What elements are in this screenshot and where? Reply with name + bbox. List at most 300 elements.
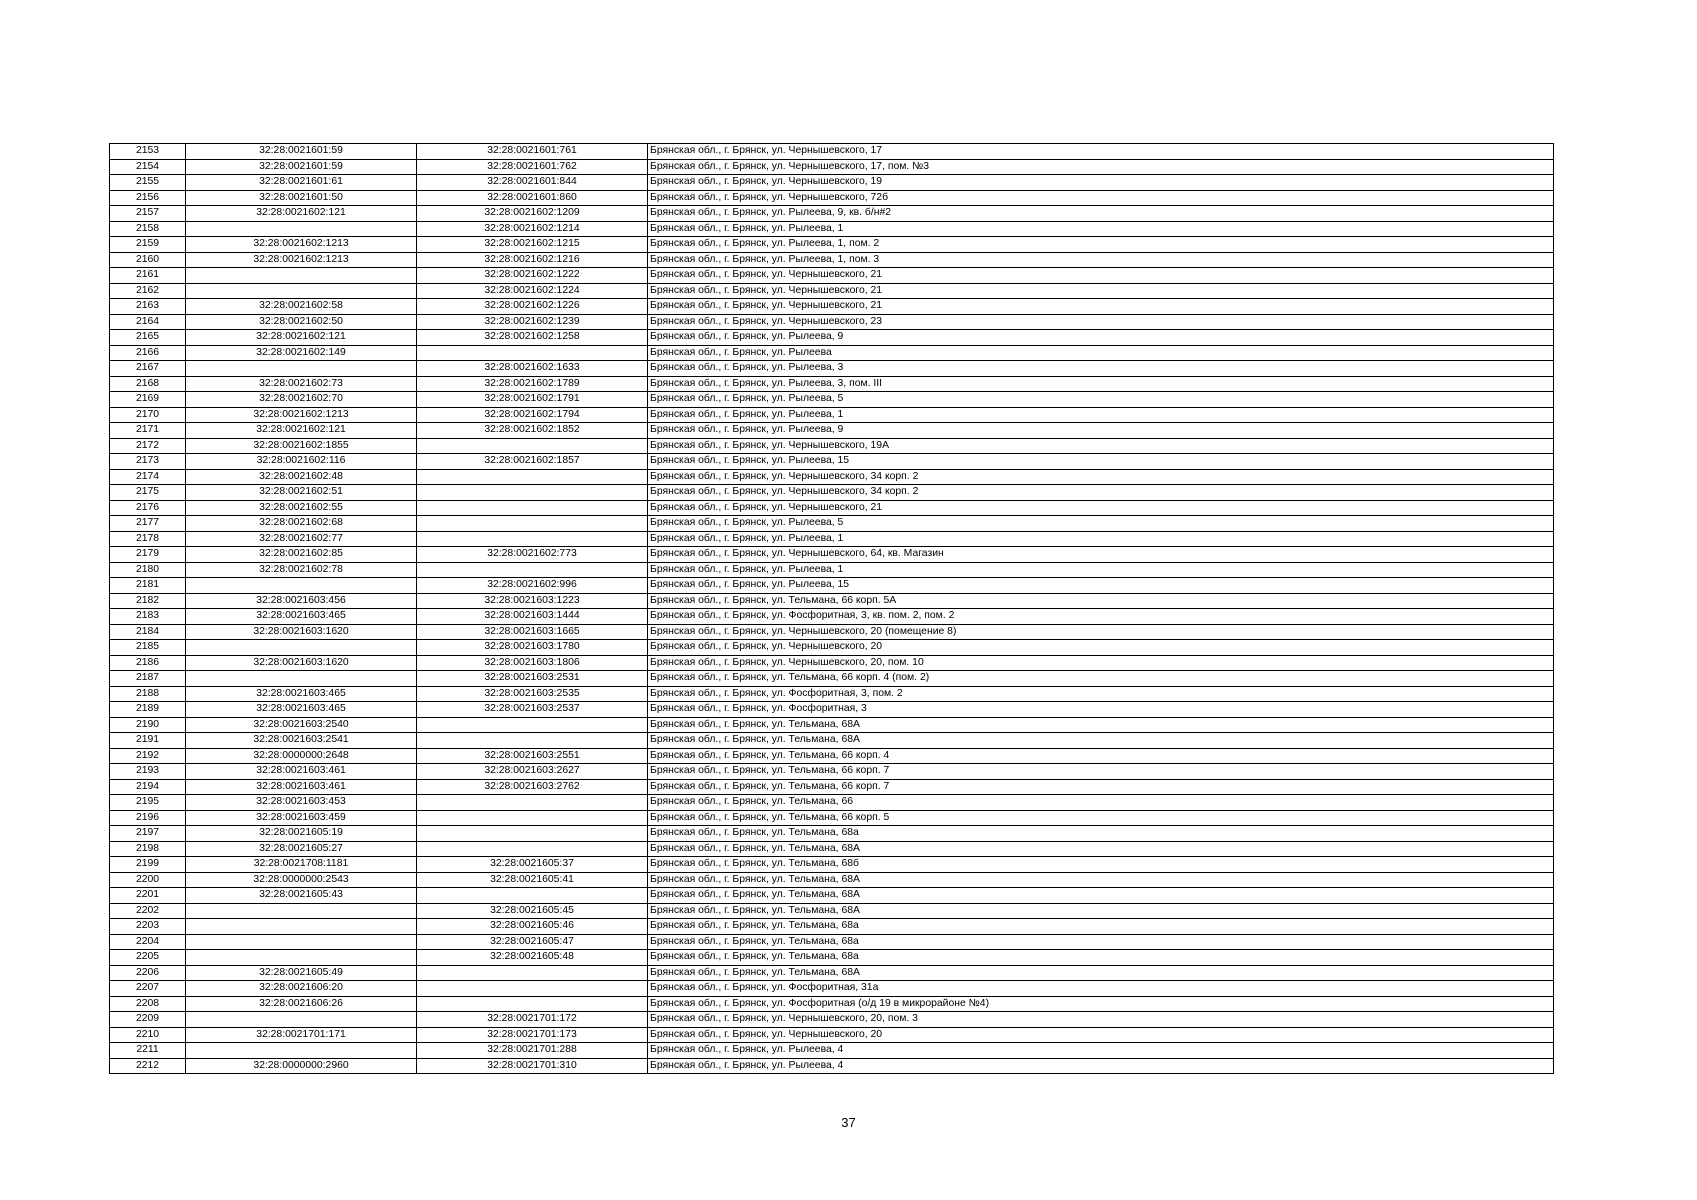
object-number-cell: 32:28:0021603:1444 xyxy=(417,609,648,625)
land-parcel-number-cell xyxy=(186,361,417,377)
object-number-cell: 32:28:0021603:1806 xyxy=(417,655,648,671)
table-row xyxy=(110,857,1554,873)
row-number-cell: 2154 xyxy=(110,159,186,175)
row-number-cell: 2204 xyxy=(110,934,186,950)
object-number-cell: 32:28:0021602:773 xyxy=(417,547,648,563)
object-number-cell: 32:28:0021603:1665 xyxy=(417,624,648,640)
row-number-cell: 2183 xyxy=(110,609,186,625)
address-cell: Брянская обл., г. Брянск, ул. Чернышевского, 20, пом. 10 xyxy=(648,655,1554,671)
row-number-cell: 2210 xyxy=(110,1027,186,1043)
land-parcel-number-cell: 32:28:0021603:465 xyxy=(186,702,417,718)
land-parcel-number-cell: 32:28:0000000:2648 xyxy=(186,748,417,764)
address-cell: Брянская обл., г. Брянск, ул. Тельмана, 68а xyxy=(648,934,1554,950)
address-cell: Брянская обл., г. Брянск, ул. Рылеева, 1 xyxy=(648,221,1554,237)
row-number-cell: 2212 xyxy=(110,1058,186,1074)
table-row xyxy=(110,268,1554,284)
address-cell: Брянская обл., г. Брянск, ул. Фосфоритная, 3, кв. пом. 2, пом. 2 xyxy=(648,609,1554,625)
address-cell: Брянская обл., г. Брянск, ул. Тельмана, 66 корп. 7 xyxy=(648,779,1554,795)
object-number-cell: 32:28:0021601:761 xyxy=(417,144,648,160)
address-cell: Брянская обл., г. Брянск, ул. Тельмана, 66 xyxy=(648,795,1554,811)
address-cell: Брянская обл., г. Брянск, ул. Рылеева xyxy=(648,345,1554,361)
object-number-cell: 32:28:0021602:1791 xyxy=(417,392,648,408)
object-number-cell: 32:28:0021701:172 xyxy=(417,1012,648,1028)
table-row xyxy=(110,562,1554,578)
object-number-cell: 32:28:0021602:1209 xyxy=(417,206,648,222)
land-parcel-number-cell: 32:28:0021603:453 xyxy=(186,795,417,811)
land-parcel-number-cell: 32:28:0021602:78 xyxy=(186,562,417,578)
table-row xyxy=(110,159,1554,175)
table-body xyxy=(110,144,1554,1074)
land-parcel-number-cell xyxy=(186,950,417,966)
row-number-cell: 2164 xyxy=(110,314,186,330)
land-parcel-number-cell: 32:28:0021601:59 xyxy=(186,159,417,175)
object-number-cell: 32:28:0021605:37 xyxy=(417,857,648,873)
table-row xyxy=(110,206,1554,222)
cadastral-table xyxy=(109,143,1554,1074)
table-row xyxy=(110,516,1554,532)
row-number-cell: 2193 xyxy=(110,764,186,780)
object-number-cell: 32:28:0021605:45 xyxy=(417,903,648,919)
address-cell: Брянская обл., г. Брянск, ул. Чернышевского, 21 xyxy=(648,283,1554,299)
row-number-cell: 2192 xyxy=(110,748,186,764)
land-parcel-number-cell: 32:28:0021602:85 xyxy=(186,547,417,563)
address-cell: Брянская обл., г. Брянск, ул. Чернышевского, 19 xyxy=(648,175,1554,191)
row-number-cell: 2201 xyxy=(110,888,186,904)
land-parcel-number-cell: 32:28:0021602:1855 xyxy=(186,438,417,454)
table-row xyxy=(110,903,1554,919)
object-number-cell: 32:28:0021603:2762 xyxy=(417,779,648,795)
address-cell: Брянская обл., г. Брянск, ул. Рылеева, 1, пом. 3 xyxy=(648,252,1554,268)
land-parcel-number-cell: 32:28:0021603:461 xyxy=(186,779,417,795)
object-number-cell xyxy=(417,717,648,733)
address-cell: Брянская обл., г. Брянск, ул. Чернышевского, 20 xyxy=(648,640,1554,656)
land-parcel-number-cell: 32:28:0021602:116 xyxy=(186,454,417,470)
land-parcel-number-cell: 32:28:0021606:20 xyxy=(186,981,417,997)
table-row xyxy=(110,237,1554,253)
table-row xyxy=(110,299,1554,315)
land-parcel-number-cell: 32:28:0021603:459 xyxy=(186,810,417,826)
row-number-cell: 2199 xyxy=(110,857,186,873)
table-row xyxy=(110,392,1554,408)
table-row xyxy=(110,841,1554,857)
object-number-cell xyxy=(417,531,648,547)
address-cell: Брянская обл., г. Брянск, ул. Чернышевского, 34 корп. 2 xyxy=(648,469,1554,485)
object-number-cell xyxy=(417,841,648,857)
land-parcel-number-cell: 32:28:0000000:2960 xyxy=(186,1058,417,1074)
address-cell: Брянская обл., г. Брянск, ул. Рылеева, 9 xyxy=(648,330,1554,346)
land-parcel-number-cell: 32:28:0021602:50 xyxy=(186,314,417,330)
land-parcel-number-cell: 32:28:0021602:68 xyxy=(186,516,417,532)
object-number-cell xyxy=(417,826,648,842)
object-number-cell: 32:28:0021603:2537 xyxy=(417,702,648,718)
row-number-cell: 2165 xyxy=(110,330,186,346)
object-number-cell xyxy=(417,500,648,516)
table-row xyxy=(110,981,1554,997)
object-number-cell: 32:28:0021601:860 xyxy=(417,190,648,206)
land-parcel-number-cell: 32:28:0021602:77 xyxy=(186,531,417,547)
object-number-cell xyxy=(417,345,648,361)
address-cell: Брянская обл., г. Брянск, ул. Тельмана, 68А xyxy=(648,717,1554,733)
row-number-cell: 2166 xyxy=(110,345,186,361)
row-number-cell: 2203 xyxy=(110,919,186,935)
land-parcel-number-cell: 32:28:0021605:27 xyxy=(186,841,417,857)
row-number-cell: 2197 xyxy=(110,826,186,842)
row-number-cell: 2176 xyxy=(110,500,186,516)
address-cell: Брянская обл., г. Брянск, ул. Рылеева, 1 xyxy=(648,562,1554,578)
object-number-cell: 32:28:0021601:762 xyxy=(417,159,648,175)
table-row xyxy=(110,345,1554,361)
land-parcel-number-cell: 32:28:0021603:1620 xyxy=(186,624,417,640)
object-number-cell: 32:28:0021602:1852 xyxy=(417,423,648,439)
table-row xyxy=(110,423,1554,439)
row-number-cell: 2161 xyxy=(110,268,186,284)
object-number-cell: 32:28:0021603:2535 xyxy=(417,686,648,702)
address-cell: Брянская обл., г. Брянск, ул. Рылеева, 1, пом. 2 xyxy=(648,237,1554,253)
object-number-cell: 32:28:0021602:1789 xyxy=(417,376,648,392)
table-row xyxy=(110,795,1554,811)
table-row xyxy=(110,640,1554,656)
table-row xyxy=(110,965,1554,981)
row-number-cell: 2178 xyxy=(110,531,186,547)
land-parcel-number-cell xyxy=(186,919,417,935)
table-row xyxy=(110,314,1554,330)
row-number-cell: 2195 xyxy=(110,795,186,811)
table-row xyxy=(110,934,1554,950)
land-parcel-number-cell: 32:28:0021605:49 xyxy=(186,965,417,981)
table-row xyxy=(110,454,1554,470)
address-cell: Брянская обл., г. Брянск, ул. Тельмана, 68А xyxy=(648,733,1554,749)
address-cell: Брянская обл., г. Брянск, ул. Тельмана, 68А xyxy=(648,888,1554,904)
address-cell: Брянская обл., г. Брянск, ул. Тельмана, 68А xyxy=(648,841,1554,857)
land-parcel-number-cell: 32:28:0021602:70 xyxy=(186,392,417,408)
object-number-cell: 32:28:0021602:1222 xyxy=(417,268,648,284)
table-row xyxy=(110,779,1554,795)
land-parcel-number-cell: 32:28:0021708:1181 xyxy=(186,857,417,873)
land-parcel-number-cell xyxy=(186,268,417,284)
object-number-cell xyxy=(417,485,648,501)
row-number-cell: 2205 xyxy=(110,950,186,966)
row-number-cell: 2157 xyxy=(110,206,186,222)
object-number-cell: 32:28:0021602:1239 xyxy=(417,314,648,330)
land-parcel-number-cell: 32:28:0021602:121 xyxy=(186,206,417,222)
row-number-cell: 2159 xyxy=(110,237,186,253)
row-number-cell: 2171 xyxy=(110,423,186,439)
row-number-cell: 2185 xyxy=(110,640,186,656)
address-cell: Брянская обл., г. Брянск, ул. Чернышевского, 20, пом. 3 xyxy=(648,1012,1554,1028)
object-number-cell: 32:28:0021605:47 xyxy=(417,934,648,950)
object-number-cell: 32:28:0021603:1780 xyxy=(417,640,648,656)
land-parcel-number-cell xyxy=(186,640,417,656)
address-cell: Брянская обл., г. Брянск, ул. Чернышевского, 72б xyxy=(648,190,1554,206)
object-number-cell: 32:28:0021602:1857 xyxy=(417,454,648,470)
object-number-cell xyxy=(417,996,648,1012)
table-row xyxy=(110,1058,1554,1074)
object-number-cell xyxy=(417,888,648,904)
land-parcel-number-cell: 32:28:0021602:73 xyxy=(186,376,417,392)
land-parcel-number-cell xyxy=(186,1043,417,1059)
address-cell: Брянская обл., г. Брянск, ул. Чернышевского, 21 xyxy=(648,299,1554,315)
land-parcel-number-cell xyxy=(186,283,417,299)
address-cell: Брянская обл., г. Брянск, ул. Тельмана, 68а xyxy=(648,950,1554,966)
row-number-cell: 2160 xyxy=(110,252,186,268)
object-number-cell: 32:28:0021602:1224 xyxy=(417,283,648,299)
address-cell: Брянская обл., г. Брянск, ул. Тельмана, 68а xyxy=(648,919,1554,935)
row-number-cell: 2182 xyxy=(110,593,186,609)
row-number-cell: 2190 xyxy=(110,717,186,733)
row-number-cell: 2173 xyxy=(110,454,186,470)
land-parcel-number-cell: 32:28:0021602:1213 xyxy=(186,237,417,253)
table-row xyxy=(110,810,1554,826)
page-number: 37 xyxy=(841,1115,856,1130)
row-number-cell: 2175 xyxy=(110,485,186,501)
object-number-cell: 32:28:0021605:46 xyxy=(417,919,648,935)
table-row xyxy=(110,748,1554,764)
address-cell: Брянская обл., г. Брянск, ул. Рылеева, 5 xyxy=(648,516,1554,532)
table-row xyxy=(110,655,1554,671)
row-number-cell: 2209 xyxy=(110,1012,186,1028)
address-cell: Брянская обл., г. Брянск, ул. Фосфоритная, 3 xyxy=(648,702,1554,718)
table-row xyxy=(110,686,1554,702)
table-row xyxy=(110,950,1554,966)
table-row xyxy=(110,361,1554,377)
row-number-cell: 2202 xyxy=(110,903,186,919)
table-row xyxy=(110,826,1554,842)
table-row xyxy=(110,283,1554,299)
address-cell: Брянская обл., г. Брянск, ул. Рылеева, 4 xyxy=(648,1043,1554,1059)
object-number-cell xyxy=(417,965,648,981)
address-cell: Брянская обл., г. Брянск, ул. Чернышевского, 20 (помещение 8) xyxy=(648,624,1554,640)
land-parcel-number-cell xyxy=(186,671,417,687)
row-number-cell: 2180 xyxy=(110,562,186,578)
row-number-cell: 2207 xyxy=(110,981,186,997)
address-cell: Брянская обл., г. Брянск, ул. Тельмана, 68А xyxy=(648,872,1554,888)
object-number-cell: 32:28:0021605:41 xyxy=(417,872,648,888)
table-row xyxy=(110,469,1554,485)
row-number-cell: 2186 xyxy=(110,655,186,671)
land-parcel-number-cell: 32:28:0021602:48 xyxy=(186,469,417,485)
land-parcel-number-cell: 32:28:0021602:1213 xyxy=(186,252,417,268)
object-number-cell: 32:28:0021602:996 xyxy=(417,578,648,594)
object-number-cell: 32:28:0021602:1214 xyxy=(417,221,648,237)
object-number-cell: 32:28:0021603:2531 xyxy=(417,671,648,687)
address-cell: Брянская обл., г. Брянск, ул. Рылеева, 3, пом. III xyxy=(648,376,1554,392)
object-number-cell: 32:28:0021601:844 xyxy=(417,175,648,191)
table-row xyxy=(110,438,1554,454)
address-cell: Брянская обл., г. Брянск, ул. Чернышевского, 20 xyxy=(648,1027,1554,1043)
address-cell: Брянская обл., г. Брянск, ул. Фосфоритная, 3, пом. 2 xyxy=(648,686,1554,702)
row-number-cell: 2167 xyxy=(110,361,186,377)
address-cell: Брянская обл., г. Брянск, ул. Чернышевского, 21 xyxy=(648,500,1554,516)
land-parcel-number-cell: 32:28:0021601:50 xyxy=(186,190,417,206)
land-parcel-number-cell: 32:28:0021605:43 xyxy=(186,888,417,904)
table-row xyxy=(110,1027,1554,1043)
address-cell: Брянская обл., г. Брянск, ул. Рылеева, 15 xyxy=(648,454,1554,470)
table-row xyxy=(110,330,1554,346)
object-number-cell xyxy=(417,810,648,826)
address-cell: Брянская обл., г. Брянск, ул. Чернышевского, 21 xyxy=(648,268,1554,284)
row-number-cell: 2177 xyxy=(110,516,186,532)
address-cell: Брянская обл., г. Брянск, ул. Рылеева, 4 xyxy=(648,1058,1554,1074)
row-number-cell: 2187 xyxy=(110,671,186,687)
row-number-cell: 2208 xyxy=(110,996,186,1012)
object-number-cell: 32:28:0021701:310 xyxy=(417,1058,648,1074)
object-number-cell: 32:28:0021603:2551 xyxy=(417,748,648,764)
row-number-cell: 2206 xyxy=(110,965,186,981)
row-number-cell: 2153 xyxy=(110,144,186,160)
land-parcel-number-cell: 32:28:0021602:121 xyxy=(186,330,417,346)
row-number-cell: 2170 xyxy=(110,407,186,423)
object-number-cell: 32:28:0021602:1633 xyxy=(417,361,648,377)
table-row xyxy=(110,1012,1554,1028)
land-parcel-number-cell: 32:28:0021603:461 xyxy=(186,764,417,780)
row-number-cell: 2169 xyxy=(110,392,186,408)
object-number-cell xyxy=(417,438,648,454)
table-row xyxy=(110,531,1554,547)
row-number-cell: 2172 xyxy=(110,438,186,454)
address-cell: Брянская обл., г. Брянск, ул. Чернышевского, 17 xyxy=(648,144,1554,160)
land-parcel-number-cell: 32:28:0021602:149 xyxy=(186,345,417,361)
address-cell: Брянская обл., г. Брянск, ул. Рылеева, 9 xyxy=(648,423,1554,439)
table-row xyxy=(110,593,1554,609)
address-cell: Брянская обл., г. Брянск, ул. Тельмана, 66 корп. 4 (пом. 2) xyxy=(648,671,1554,687)
table-row xyxy=(110,733,1554,749)
land-parcel-number-cell: 32:28:0021605:19 xyxy=(186,826,417,842)
object-number-cell: 32:28:0021602:1226 xyxy=(417,299,648,315)
land-parcel-number-cell: 32:28:0021603:456 xyxy=(186,593,417,609)
row-number-cell: 2181 xyxy=(110,578,186,594)
object-number-cell xyxy=(417,795,648,811)
address-cell: Брянская обл., г. Брянск, ул. Тельмана, 66 корп. 5А xyxy=(648,593,1554,609)
table-row xyxy=(110,717,1554,733)
object-number-cell: 32:28:0021603:2627 xyxy=(417,764,648,780)
land-parcel-number-cell xyxy=(186,221,417,237)
land-parcel-number-cell: 32:28:0021602:58 xyxy=(186,299,417,315)
land-parcel-number-cell: 32:28:0021606:26 xyxy=(186,996,417,1012)
row-number-cell: 2179 xyxy=(110,547,186,563)
row-number-cell: 2174 xyxy=(110,469,186,485)
land-parcel-number-cell: 32:28:0021602:55 xyxy=(186,500,417,516)
object-number-cell: 32:28:0021605:48 xyxy=(417,950,648,966)
object-number-cell xyxy=(417,562,648,578)
address-cell: Брянская обл., г. Брянск, ул. Тельмана, 68а xyxy=(648,826,1554,842)
land-parcel-number-cell xyxy=(186,578,417,594)
table-row xyxy=(110,175,1554,191)
row-number-cell: 2188 xyxy=(110,686,186,702)
land-parcel-number-cell xyxy=(186,903,417,919)
address-cell: Брянская обл., г. Брянск, ул. Чернышевского, 17, пом. №3 xyxy=(648,159,1554,175)
table-row xyxy=(110,485,1554,501)
object-number-cell xyxy=(417,981,648,997)
land-parcel-number-cell: 32:28:0021603:465 xyxy=(186,609,417,625)
table-row xyxy=(110,500,1554,516)
land-parcel-number-cell: 32:28:0000000:2543 xyxy=(186,872,417,888)
object-number-cell xyxy=(417,469,648,485)
land-parcel-number-cell: 32:28:0021602:1213 xyxy=(186,407,417,423)
address-cell: Брянская обл., г. Брянск, ул. Чернышевского, 19А xyxy=(648,438,1554,454)
address-cell: Брянская обл., г. Брянск, ул. Рылеева, 15 xyxy=(648,578,1554,594)
table-row xyxy=(110,609,1554,625)
row-number-cell: 2168 xyxy=(110,376,186,392)
address-cell: Брянская обл., г. Брянск, ул. Фосфоритная (о/д 19 в микрорайоне №4) xyxy=(648,996,1554,1012)
table-row xyxy=(110,376,1554,392)
row-number-cell: 2158 xyxy=(110,221,186,237)
address-cell: Брянская обл., г. Брянск, ул. Тельмана, 68А xyxy=(648,903,1554,919)
row-number-cell: 2156 xyxy=(110,190,186,206)
address-cell: Брянская обл., г. Брянск, ул. Рылеева, 1 xyxy=(648,531,1554,547)
object-number-cell: 32:28:0021603:1223 xyxy=(417,593,648,609)
row-number-cell: 2184 xyxy=(110,624,186,640)
object-number-cell: 32:28:0021602:1794 xyxy=(417,407,648,423)
table-row xyxy=(110,407,1554,423)
table-row xyxy=(110,702,1554,718)
table-row xyxy=(110,624,1554,640)
row-number-cell: 2191 xyxy=(110,733,186,749)
object-number-cell xyxy=(417,516,648,532)
table-row xyxy=(110,764,1554,780)
table-row xyxy=(110,578,1554,594)
object-number-cell: 32:28:0021701:288 xyxy=(417,1043,648,1059)
address-cell: Брянская обл., г. Брянск, ул. Чернышевского, 23 xyxy=(648,314,1554,330)
address-cell: Брянская обл., г. Брянск, ул. Тельмана, 66 корп. 5 xyxy=(648,810,1554,826)
row-number-cell: 2198 xyxy=(110,841,186,857)
row-number-cell: 2155 xyxy=(110,175,186,191)
address-cell: Брянская обл., г. Брянск, ул. Чернышевского, 64, кв. Магазин xyxy=(648,547,1554,563)
table-row xyxy=(110,144,1554,160)
land-parcel-number-cell: 32:28:0021603:1620 xyxy=(186,655,417,671)
address-cell: Брянская обл., г. Брянск, ул. Рылеева, 5 xyxy=(648,392,1554,408)
table-row xyxy=(110,190,1554,206)
address-cell: Брянская обл., г. Брянск, ул. Рылеева, 1 xyxy=(648,407,1554,423)
table-row xyxy=(110,919,1554,935)
address-cell: Брянская обл., г. Брянск, ул. Рылеева, 3 xyxy=(648,361,1554,377)
table-row xyxy=(110,547,1554,563)
land-parcel-number-cell: 32:28:0021602:121 xyxy=(186,423,417,439)
land-parcel-number-cell: 32:28:0021601:59 xyxy=(186,144,417,160)
row-number-cell: 2163 xyxy=(110,299,186,315)
land-parcel-number-cell xyxy=(186,1012,417,1028)
address-cell: Брянская обл., г. Брянск, ул. Фосфоритная, 31а xyxy=(648,981,1554,997)
row-number-cell: 2196 xyxy=(110,810,186,826)
address-cell: Брянская обл., г. Брянск, ул. Тельмана, 68А xyxy=(648,965,1554,981)
land-parcel-number-cell: 32:28:0021603:2540 xyxy=(186,717,417,733)
row-number-cell: 2200 xyxy=(110,872,186,888)
address-cell: Брянская обл., г. Брянск, ул. Тельмана, 68б xyxy=(648,857,1554,873)
land-parcel-number-cell: 32:28:0021701:171 xyxy=(186,1027,417,1043)
land-parcel-number-cell: 32:28:0021603:2541 xyxy=(186,733,417,749)
row-number-cell: 2162 xyxy=(110,283,186,299)
land-parcel-number-cell xyxy=(186,934,417,950)
table-row xyxy=(110,872,1554,888)
object-number-cell: 32:28:0021701:173 xyxy=(417,1027,648,1043)
table-row xyxy=(110,996,1554,1012)
object-number-cell: 32:28:0021602:1216 xyxy=(417,252,648,268)
land-parcel-number-cell: 32:28:0021603:465 xyxy=(186,686,417,702)
table-row xyxy=(110,888,1554,904)
land-parcel-number-cell: 32:28:0021601:61 xyxy=(186,175,417,191)
row-number-cell: 2211 xyxy=(110,1043,186,1059)
address-cell: Брянская обл., г. Брянск, ул. Тельмана, 66 корп. 4 xyxy=(648,748,1554,764)
row-number-cell: 2194 xyxy=(110,779,186,795)
row-number-cell: 2189 xyxy=(110,702,186,718)
address-cell: Брянская обл., г. Брянск, ул. Чернышевского, 34 корп. 2 xyxy=(648,485,1554,501)
land-parcel-number-cell: 32:28:0021602:51 xyxy=(186,485,417,501)
object-number-cell xyxy=(417,733,648,749)
table-row xyxy=(110,252,1554,268)
object-number-cell: 32:28:0021602:1215 xyxy=(417,237,648,253)
address-cell: Брянская обл., г. Брянск, ул. Рылеева, 9, кв. б/н#2 xyxy=(648,206,1554,222)
table-row xyxy=(110,221,1554,237)
table-row xyxy=(110,1043,1554,1059)
